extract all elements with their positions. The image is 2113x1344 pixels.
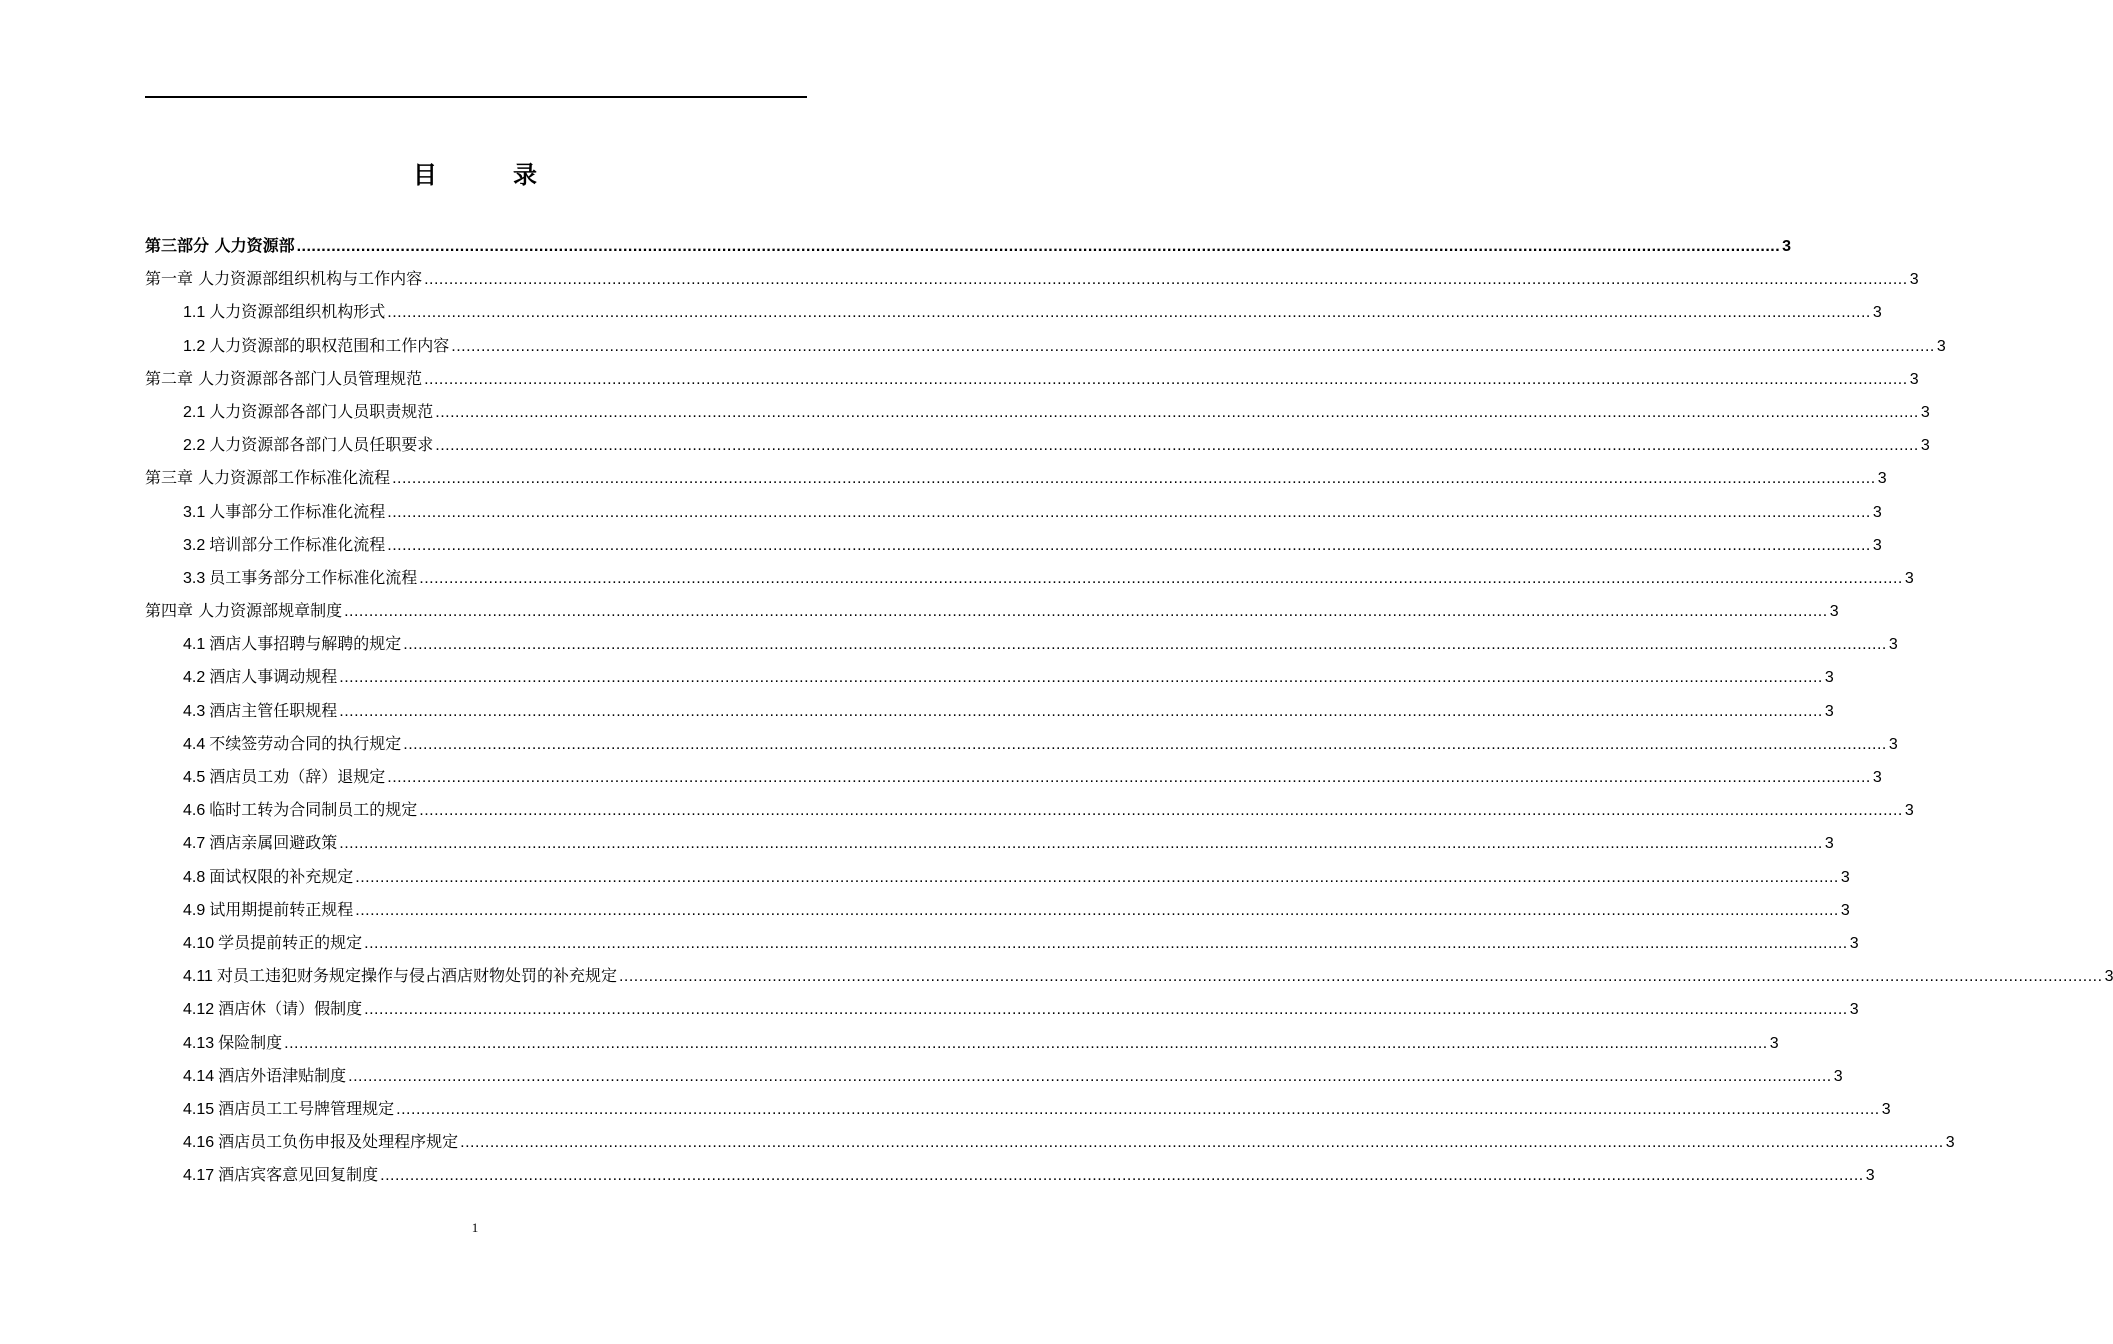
toc-dot-leader: ............................................................................................................................................................................................................................................................................................................	[435, 403, 1919, 421]
toc-entry[interactable]	[145, 532, 1882, 565]
toc-entry-number: 4.4	[183, 735, 206, 753]
toc-entry[interactable]	[145, 399, 1930, 432]
toc-entry[interactable]	[145, 698, 1834, 731]
toc-entry-title: 人力资源部组织机构形式	[209, 302, 386, 322]
toc-entry-page: 3	[1849, 934, 1859, 952]
toc-entry-title: 学员提前转正的规定	[218, 932, 363, 952]
toc-entry-number: 2.1	[183, 403, 206, 421]
toc-dot-leader: ............................................................................................................................................................................................................................................................................................................	[424, 271, 1908, 289]
toc-dot-leader: ............................................................................................................................................................................................................................................................................................................	[460, 1134, 1944, 1152]
toc-entry-page: 3	[1881, 1100, 1891, 1118]
toc-entry[interactable]	[145, 598, 1839, 631]
toc-entry-number: 4.14	[183, 1067, 215, 1085]
toc-entry-page: 3	[1769, 1034, 1779, 1052]
header-rule	[145, 96, 807, 98]
toc-dot-leader: ............................................................................................................................................................................................................................................................................................................	[339, 702, 1823, 720]
toc-entry-page: 3	[1824, 669, 1834, 687]
toc-entry-page: 3	[1872, 304, 1882, 322]
toc-dot-leader: ............................................................................................................................................................................................................................................................................................................	[403, 735, 1887, 753]
toc-entry-title: 酒店主管任职规程	[209, 700, 338, 720]
toc-entry[interactable]	[145, 366, 1919, 399]
toc-dot-leader: ............................................................................................................................................................................................................................................................................................................	[403, 636, 1887, 654]
toc-entry-page: 3	[1865, 1167, 1875, 1185]
page-number: 1	[471, 1220, 479, 1235]
toc-dot-leader: ............................................................................................................................................................................................................................................................................................................	[284, 1034, 1768, 1052]
toc-entry-number: 4.6	[183, 802, 206, 820]
toc-entry-page: 3	[1936, 337, 1946, 355]
toc-dot-leader: ............................................................................................................................................................................................................................................................................................................	[355, 868, 1839, 886]
toc-entry-number: 4.3	[183, 702, 206, 720]
toc-entry-number: 4.9	[183, 901, 206, 919]
toc-entry-page: 3	[1849, 1001, 1859, 1019]
toc-entry-title: 对员工违犯财务规定操作与侵占酒店财物处罚的补充规定	[216, 966, 617, 986]
toc-entry[interactable]	[145, 333, 1946, 366]
toc-dot-leader: ............................................................................................................................................................................................................................................................................................................	[419, 569, 1903, 587]
toc-entry[interactable]	[145, 499, 1882, 532]
toc-dot-leader: ............................................................................................................................................................................................................................................................................................................	[387, 304, 1871, 322]
toc-entry[interactable]	[145, 1096, 1891, 1129]
table-of-contents	[145, 233, 2113, 1195]
toc-entry-title: 面试权限的补充规定	[209, 866, 354, 886]
toc-entry[interactable]	[145, 996, 1859, 1029]
toc-entry-title: 员工事务部分工作标准化流程	[209, 567, 418, 587]
toc-entry[interactable]	[145, 1030, 1779, 1063]
toc-dot-leader: ............................................................................................................................................................................................................................................................................................................	[296, 238, 1781, 255]
toc-entry-page: 3	[1909, 370, 1919, 388]
toc-entry-title: 人事部分工作标准化流程	[209, 501, 386, 521]
toc-entry-title: 酒店休（请）假制度	[218, 999, 363, 1019]
toc-entry[interactable]	[145, 266, 1919, 299]
toc-entry[interactable]	[145, 864, 1850, 897]
toc-entry[interactable]	[145, 1129, 1955, 1162]
toc-entry-page: 3	[1904, 802, 1914, 820]
toc-entry-title: 酒店外语津贴制度	[218, 1065, 347, 1085]
toc-entry-number: 4.7	[183, 835, 206, 853]
toc-entry-page: 3	[1872, 769, 1882, 786]
toc-dot-leader: ............................................................................................................................................................................................................................................................................................................	[435, 437, 1919, 455]
toc-entry-number: 1.1	[183, 304, 206, 322]
toc-entry-page: 3	[1840, 868, 1850, 886]
toc-dot-leader: ............................................................................................................................................................................................................................................................................................................	[387, 536, 1871, 554]
toc-entry-page: 3	[1872, 536, 1882, 554]
toc-entry-number: 4.12	[183, 1001, 215, 1019]
toc-entry[interactable]	[145, 930, 1859, 963]
toc-dot-leader: ............................................................................................................................................................................................................................................................................................................	[344, 603, 1828, 621]
toc-entry[interactable]	[145, 233, 1792, 266]
toc-entry-page: 3	[1909, 271, 1919, 289]
toc-entry-number: 4.11	[183, 968, 213, 986]
toc-dot-leader: ............................................................................................................................................................................................................................................................................................................	[364, 934, 1848, 952]
toc-entry-page: 3	[1945, 1134, 1955, 1152]
toc-entry-title: 酒店人事招聘与解聘的规定	[209, 634, 402, 654]
toc-entry-page: 3	[1877, 470, 1887, 488]
toc-entry-page: 3	[1920, 403, 1930, 421]
toc-dot-leader: ............................................................................................................................................................................................................................................................................................................	[396, 1100, 1880, 1118]
toc-entry[interactable]	[145, 830, 1834, 863]
toc-entry[interactable]	[145, 631, 1898, 664]
toc-dot-leader: ............................................................................................................................................................................................................................................................................................................	[424, 370, 1908, 388]
toc-entry[interactable]	[145, 1063, 1843, 1096]
toc-entry-page: 3	[1888, 735, 1898, 753]
toc-entry-number: 4.16	[183, 1134, 215, 1152]
toc-entry-page: 3	[1824, 835, 1834, 853]
toc-entry-title: 人力资源部各部门人员职责规范	[209, 401, 434, 421]
toc-entry[interactable]	[145, 432, 1930, 465]
toc-entry-number: 4.15	[183, 1100, 215, 1118]
toc-entry-title: 培训部分工作标准化流程	[209, 534, 386, 554]
toc-entry-page: 3	[1782, 238, 1792, 255]
toc-dot-leader: ............................................................................................................................................................................................................................................................................................................	[387, 503, 1871, 521]
toc-entry[interactable]	[145, 764, 1882, 797]
toc-entry-title: 试用期提前转正规程	[209, 899, 354, 919]
toc-entry[interactable]	[145, 1162, 1875, 1195]
toc-entry-title: 临时工转为合同制员工的规定	[209, 800, 418, 820]
toc-entry-title: 第一章 人力资源部组织机构与工作内容	[145, 269, 423, 289]
toc-entry-number: 1.2	[183, 337, 206, 355]
toc-entry-number: 4.2	[183, 669, 206, 687]
toc-dot-leader: ............................................................................................................................................................................................................................................................................................................	[348, 1067, 1832, 1085]
toc-entry-number: 3.2	[183, 536, 206, 554]
toc-entry-page: 3	[1920, 437, 1930, 455]
toc-entry-number: 2.2	[183, 437, 206, 455]
toc-dot-leader: ............................................................................................................................................................................................................................................................................................................	[339, 835, 1823, 853]
toc-entry[interactable]	[145, 963, 2113, 996]
toc-entry-title: 酒店亲属回避政策	[209, 833, 338, 853]
toc-entry-title: 人力资源部各部门人员任职要求	[209, 435, 434, 455]
toc-dot-leader: ............................................................................................................................................................................................................................................................................................................	[380, 1167, 1864, 1185]
toc-dot-leader: ............................................................................................................................................................................................................................................................................................................	[355, 901, 1839, 919]
toc-entry[interactable]	[145, 664, 1834, 697]
toc-entry-number: 4.1	[183, 636, 206, 654]
toc-dot-leader: ............................................................................................................................................................................................................................................................................................................	[419, 802, 1903, 820]
toc-dot-leader: ............................................................................................................................................................................................................................................................................................................	[364, 1001, 1848, 1019]
toc-entry-number: 4.13	[183, 1034, 215, 1052]
toc-entry-number: 4.10	[183, 934, 215, 952]
toc-entry-title: 第二章 人力资源部各部门人员管理规范	[145, 368, 423, 388]
toc-dot-leader: ............................................................................................................................................................................................................................................................................................................	[451, 337, 1935, 355]
toc-entry[interactable]	[145, 897, 1850, 930]
toc-entry-page: 3	[1833, 1067, 1843, 1085]
toc-entry-number: 3.3	[183, 569, 206, 587]
toc-entry-title: 人力资源部的职权范围和工作内容	[209, 335, 450, 355]
toc-entry[interactable]	[145, 797, 1914, 830]
toc-entry-page: 3	[1840, 901, 1850, 919]
toc-entry-page: 3	[1888, 636, 1898, 654]
toc-entry-title: 酒店员工劝（辞）退规定	[209, 767, 386, 786]
toc-dot-leader: ............................................................................................................................................................................................................................................................................................................	[339, 669, 1823, 687]
toc-entry-page: 3	[1872, 503, 1882, 521]
toc-entry-title: 酒店宾客意见回复制度	[218, 1165, 379, 1185]
toc-entry-title: 不续签劳动合同的执行规定	[209, 733, 402, 753]
toc-entry[interactable]	[145, 465, 1887, 498]
toc-dot-leader: ............................................................................................................................................................................................................................................................................................................	[392, 470, 1876, 488]
toc-entry[interactable]	[145, 731, 1898, 764]
toc-entry-number: 4.17	[183, 1167, 215, 1185]
toc-dot-leader: ............................................................................................................................................................................................................................................................................................................	[387, 769, 1871, 786]
toc-entry-page: 3	[1829, 603, 1839, 621]
toc-entry-page: 3	[1904, 569, 1914, 587]
toc-entry-title: 第四章 人力资源部规章制度	[145, 601, 343, 621]
toc-title: 目 录	[413, 160, 563, 189]
toc-entry-number: 3.1	[183, 503, 206, 521]
toc-entry-title: 酒店员工负伤申报及处理程序规定	[218, 1132, 459, 1152]
toc-entry-title: 第三部分 人力资源部	[145, 236, 295, 255]
toc-entry[interactable]	[145, 565, 1914, 598]
toc-entry[interactable]	[145, 299, 1882, 332]
toc-entry-title: 酒店员工工号牌管理规定	[218, 1098, 395, 1118]
toc-entry-title: 酒店人事调动规程	[209, 667, 338, 687]
toc-dot-leader: ............................................................................................................................................................................................................................................................................................................	[618, 968, 2103, 986]
toc-entry-number: 4.8	[183, 868, 206, 886]
toc-entry-title: 保险制度	[218, 1032, 283, 1052]
toc-entry-number: 4.5	[183, 769, 206, 786]
toc-entry-title: 第三章 人力资源部工作标准化流程	[145, 468, 391, 488]
toc-entry-page: 3	[2104, 968, 2113, 986]
toc-entry-page: 3	[1824, 702, 1834, 720]
